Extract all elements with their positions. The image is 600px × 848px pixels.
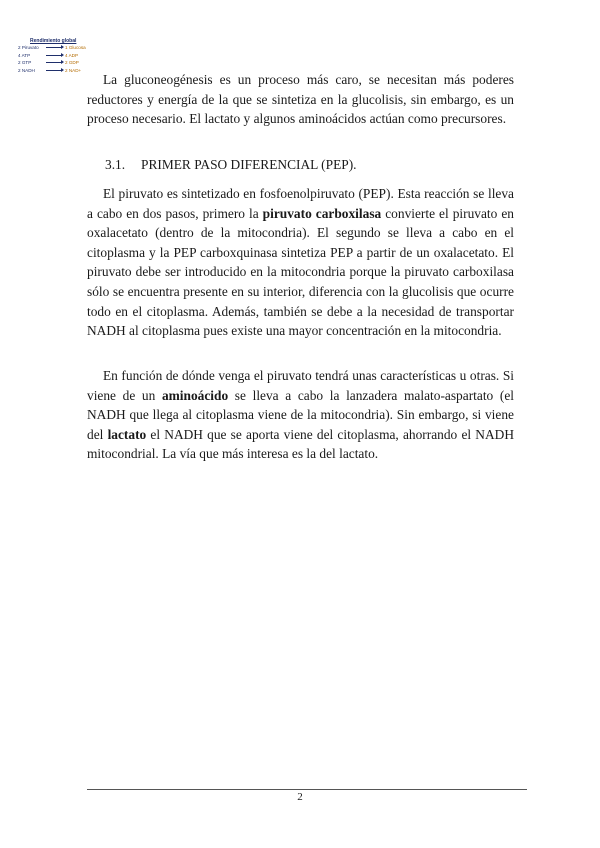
yield-row-left: 2 GTP [18, 60, 32, 66]
section-number: 3.1. [105, 157, 126, 172]
yield-row-left: 2 NADH [18, 67, 35, 73]
pep-paragraph [87, 184, 514, 341]
pep-text-part: El piruvato es sintetizado en fosfoenolpiruvato (PEP). Esta reacción se lleva a cabo en dos pasos, primero la [87, 186, 514, 221]
origin-text-part: el NADH que se aporta viene del citoplasma, ahorrando el NADH mitocondrial. La vía que más interesa es la del lactato. [87, 426, 514, 462]
yield-row [18, 44, 98, 52]
right-arrow-icon [46, 62, 62, 63]
right-arrow-icon [46, 70, 62, 71]
yield-row [18, 52, 98, 60]
yield-summary-title: Rendimiento global [30, 38, 77, 44]
yield-row-right: 2 GDP [65, 60, 79, 66]
origin-paragraph [87, 366, 514, 464]
right-arrow-icon [46, 55, 62, 56]
section-title: PRIMER PASO DIFERENCIAL (PEP). [141, 157, 357, 172]
yield-row-left: 4 ATP [18, 52, 31, 58]
yield-row [18, 67, 98, 75]
origin-bold-term: aminoácido [161, 387, 229, 403]
origin-bold-term: lactato [107, 426, 147, 442]
yield-row-right: 1 Glucosa [65, 45, 86, 51]
yield-summary-figure [18, 38, 98, 86]
origin-text-part: se lleva a cabo la lanzadera malato-aspartato (el NADH que llega al citoplasma viene de la mitocondria). Sin embargo, si viene del [87, 387, 514, 442]
section-heading [105, 156, 357, 174]
yield-row-left: 2 Piruvato [18, 45, 39, 51]
pep-bold-term: piruvato carboxilasa [262, 205, 382, 221]
pep-text-part: convierte el piruvato en oxalacetato (dentro de la mitocondria). El segundo se lleva a cabo en el citoplasma y la PEP carboxquinasa sintetiza PEP a partir de un oxalacetato. El piruvato debe ser introducido en la mitocondria porque la piruvato carboxilasa sólo se encuentra presente en su interior, diferencia con la glucolisis que ocurre todo en el citoplasma. Además, también se debe a la necesidad de transportar NADH al citoplasma pues existe una mayor concentración en la mitocondria. [87, 205, 514, 339]
yield-row [18, 59, 98, 67]
right-arrow-icon [46, 47, 62, 48]
origin-text-part: En función de dónde venga el piruvato tendrá unas características u otras. Si viene de un [87, 368, 514, 403]
yield-row-right: 4 ADP [65, 52, 79, 58]
intro-paragraph [87, 70, 514, 129]
yield-row-right: 2 NAD+ [65, 67, 82, 73]
intro-text: La gluconeogénesis es un proceso más caro, se necesitan más poderes reductores y energía de la que se sintetiza en la glucolisis, sin embargo, es un proceso necesario. El lactato y algunos aminoácidos actúan como precursores. [87, 72, 514, 127]
page-number: 2 [297, 791, 303, 803]
